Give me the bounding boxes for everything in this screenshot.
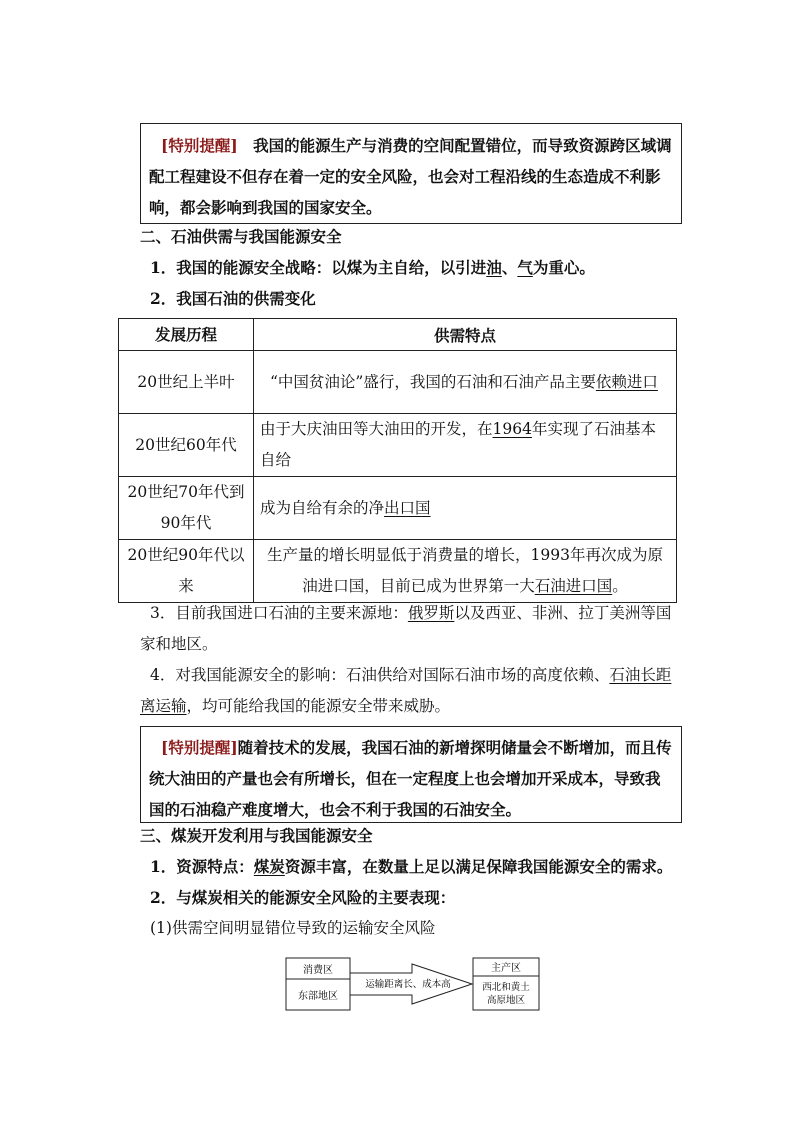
- production-area-label: 主产区: [491, 963, 521, 974]
- special-reminder-text-2: [特别提醒]随着技术的发展，我国石油的新增探明储量会不断增加，而且传统大油田的产量也会有所增长，但在一定程度上也会增加开采成本，导致我国的石油稳产难度增大，也会不利于我国的石油安全。: [149, 738, 672, 819]
- production-area-place-2: 高原地区: [486, 995, 526, 1006]
- production-area-place-1: 西北和黄土: [482, 982, 530, 993]
- table-row: [119, 351, 677, 414]
- coal-resource-features: 1．资源特点：煤炭资源丰富，在数量上足以满足保障我国能源安全的需求。: [150, 857, 673, 876]
- special-reminder-box-2: [140, 726, 682, 823]
- consumption-area-place: 东部地区: [298, 991, 338, 1002]
- oil-supply-demand-table: [118, 318, 677, 603]
- coal-transport-risk: (1)供需空间明显错位导致的运输安全风险: [150, 919, 436, 937]
- table-row: [119, 414, 677, 477]
- table-cell-feature: 生产量的增长明显低于消费量的增长，1993年再次成为原油进口国，目前已成为世界第一大石油进口国。: [254, 540, 677, 603]
- special-reminder-box-1: [140, 123, 682, 224]
- table-header-features: 供需特点: [254, 319, 677, 351]
- table-cell-feature: 成为自给有余的净出口国: [254, 477, 677, 540]
- table-cell-period: 20世纪70年代到90年代: [119, 477, 254, 540]
- table-row: [119, 477, 677, 540]
- consumption-area-label: 消费区: [303, 965, 333, 976]
- table-cell-feature: “中国贫油论”盛行，我国的石油和石油产品主要依赖进口: [254, 351, 677, 414]
- coal-risk-heading: 2．与煤炭相关的能源安全风险的主要表现：: [150, 888, 456, 907]
- table-cell-period: 20世纪上半叶: [119, 351, 254, 414]
- transport-diagram-svg: [280, 950, 550, 1020]
- oil-supply-demand-heading: 2．我国石油的供需变化: [150, 289, 316, 308]
- special-reminder-text-1: [特别提醒] 我国的能源生产与消费的空间配置错位，而导致资源跨区域调配工程建设不但存在着一定的安全风险，也会对工程沿线的生态造成不利影响，都会影响到我国的国家安全。: [149, 136, 672, 217]
- section-heading-coal: 三、煤炭开发利用与我国能源安全: [140, 826, 373, 845]
- special-reminder-tag: [特别提醒]: [161, 136, 238, 155]
- table-cell-period: 20世纪60年代: [119, 414, 254, 477]
- section-heading-oil: 二、石油供需与我国能源安全: [140, 227, 342, 246]
- table-header-row: [119, 319, 677, 351]
- transport-arrow-label: 运输距离长、成本高: [365, 979, 451, 990]
- table-cell-period: 20世纪90年代以来: [119, 540, 254, 603]
- table-row: [119, 540, 677, 603]
- oil-security-impact: 4．对我国能源安全的影响：石油供给对国际石油市场的高度依赖、石油长距离运输，均可能给我国的能源安全带来威胁。: [140, 666, 672, 715]
- table-cell-feature: 由于大庆油田等大油田的开发，在1964年实现了石油基本自给: [254, 414, 677, 477]
- table-header-period: 发展历程: [119, 319, 254, 351]
- coal-transport-diagram: [280, 950, 550, 1020]
- special-reminder-tag: [特别提醒]: [161, 738, 238, 757]
- oil-import-sources: 3．目前我国进口石油的主要来源地：俄罗斯以及西亚、非洲、拉丁美洲等国家和地区。: [140, 604, 672, 653]
- oil-strategy-line: 1．我国的能源安全战略：以煤为主自给，以引进油、气为重心。: [150, 258, 595, 277]
